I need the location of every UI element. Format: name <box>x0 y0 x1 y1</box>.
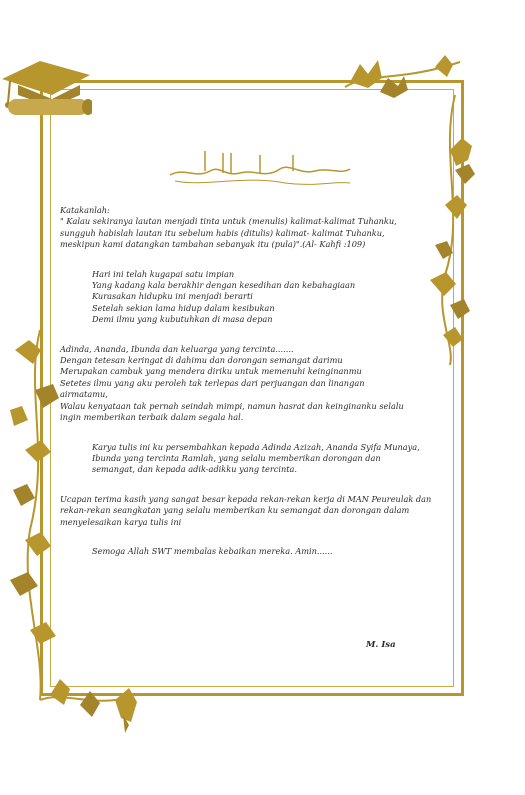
heading: Katakanlah: <box>60 205 110 215</box>
poem-line: Setelah sekian lama hidup dalam kesibukan <box>92 302 275 313</box>
dedication-page-content <box>60 205 450 557</box>
poem-line: Demi ilmu yang kubutuhkan di masa depan <box>92 314 273 325</box>
poem-block <box>60 269 450 326</box>
quote-line: sungguh habislah lautan itu sebelum habis (ditulis) kalimat- kalimat Tuhanku, <box>60 227 385 238</box>
family-line: ingin memberikan terbaik dalam segala hal. <box>60 412 244 423</box>
quote-line: " Kalau sekiranya lautan menjadi tinta untuk (menulis) kalimat-kalimat Tuhanku, <box>60 216 397 227</box>
family-line: Walau kenyataan tak pernah seindah mimpi, namun hasrat dan keinginanku selalu <box>60 400 404 411</box>
poem-line: Kurasakan hidupku ini menjadi berarti <box>92 291 253 302</box>
thanks-paragraph: Ucapan terima kasih yang sangat besar kepada rekan-rekan kerja di MAN Peureulak dan rekan-rekan seangkatan yang selalu memberikan ku semangat dan dorongan dalam menyelesaikan karya tulis ini <box>60 493 432 527</box>
graduation-cap-icon <box>0 55 92 125</box>
quote-line: meskipun kami datangkan tambahan sebanyak itu (pula)".(Al- Kahfi :109) <box>60 239 366 250</box>
poem-line: Yang kadang kala berakhir dengan kesedihan dan kebahagiaan <box>92 280 356 291</box>
closing-line: Semoga Allah SWT membalas kebaikan mereka. Amin...... <box>92 545 333 556</box>
bottom-leaves-decoration <box>35 660 145 735</box>
family-line: Merupakan cambuk yang mendera diriku untuk memenuhi keinginanmu <box>60 366 362 377</box>
family-line: airmatamu, <box>60 389 108 400</box>
signature: M. Isa <box>366 640 396 650</box>
family-line: Dengan tetesan keringat di dahimu dan dorongan semangat darimu <box>60 355 343 366</box>
dedication-paragraph: Karya tulis ini ku persembahkan kepada Adinda Azizah, Ananda Syifa Munaya, Ibunda yang tercinta Ramlah, yang selalu memberikan dorongan dan semangat, dan kepada adik-adikku yang tercinta. <box>92 441 420 475</box>
family-line: Adinda, Ananda, Ibunda dan keluarga yang tercinta....... <box>60 343 294 354</box>
family-line: Setetes ilmu yang aku peroleh tak terlepas dari perjuangan dan linangan <box>60 377 365 388</box>
left-vine-decoration <box>5 330 65 700</box>
bismillah-calligraphy <box>165 145 355 187</box>
poem-line: Hari ini telah kugapai satu impian <box>92 268 235 279</box>
